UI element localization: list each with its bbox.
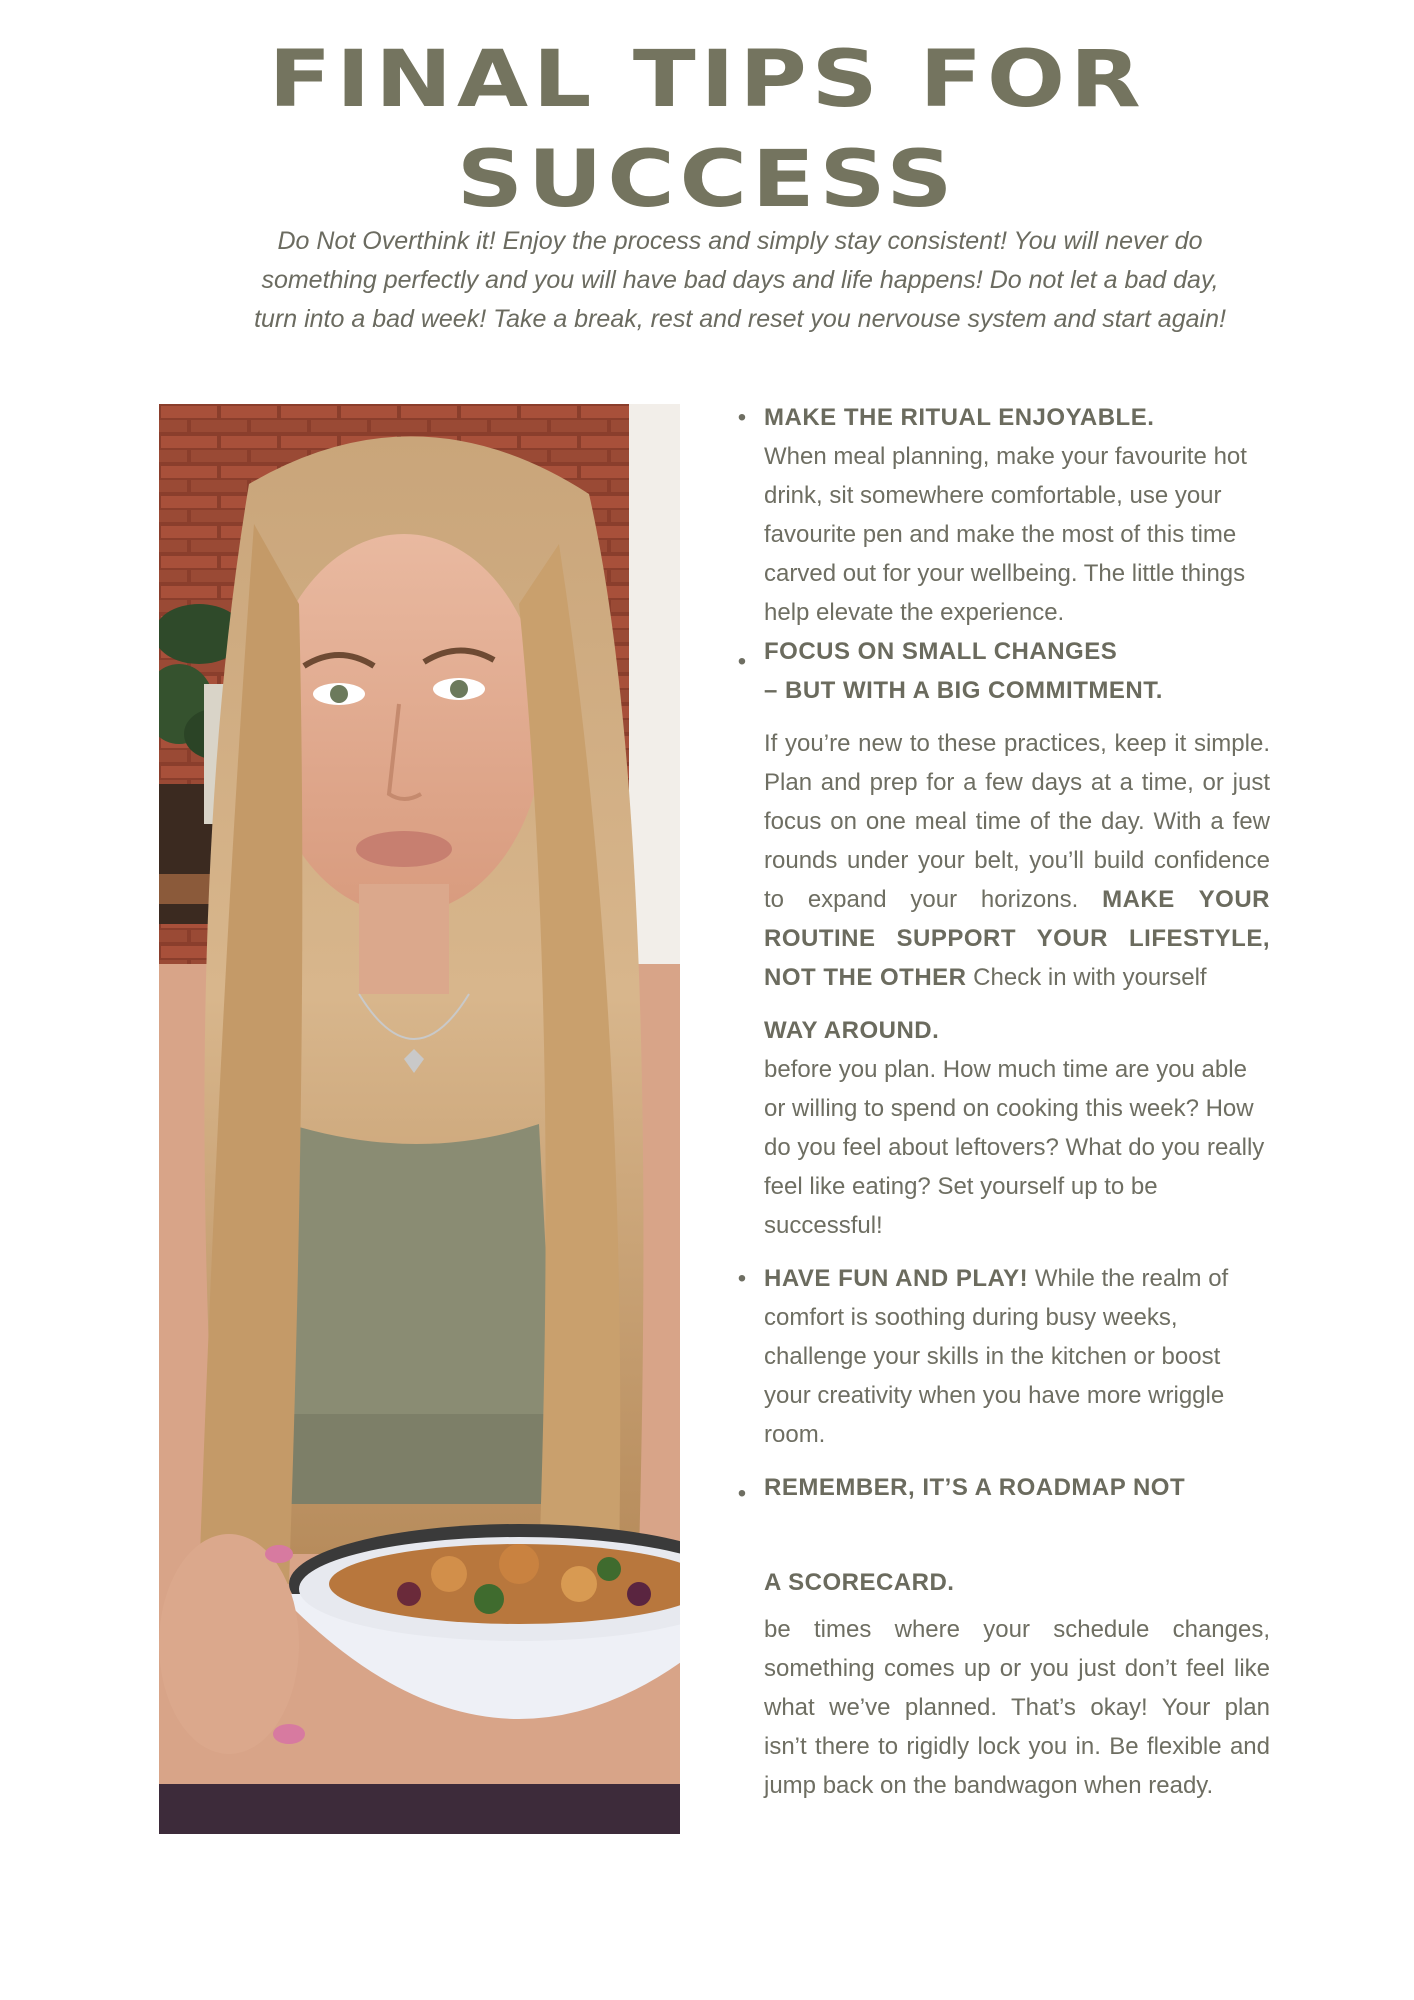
- tip-body: [764, 1259, 1270, 1454]
- bullet-icon: •: [737, 1480, 747, 1507]
- tip-heading: REMEMBER, IT’S A ROADMAP NOT: [764, 1474, 1186, 1501]
- tip-heading: HAVE FUN AND PLAY!: [764, 1265, 1029, 1292]
- tip-item: [730, 1259, 1270, 1454]
- bullet-icon: •: [737, 404, 747, 431]
- tip-item: [730, 1011, 1270, 1245]
- inline-tip-heading: MAKE YOUR ROUTINE SUPPORT YOUR LIFESTYLE, NOT THE OTHER: [764, 886, 1270, 991]
- tip-heading: FOCUS ON SMALL CHANGES: [764, 638, 1118, 665]
- title-line-1: FINAL TIPS FOR: [268, 35, 1146, 125]
- bullet-icon: •: [737, 648, 747, 675]
- portrait-photo: [159, 404, 680, 1834]
- intro-paragraph: Do Not Overthink it! Enjoy the process and simply stay consistent! You will never do something perfectly and you will have bad days and life happens! Do not let a bad day, turn into a bad week! Take a break, rest and reset you nervouse system and start again!: [254, 227, 1226, 333]
- tip-body: before you plan. How much time are you able or willing to spend on cooking this week? How do you feel about leftovers? What do you really feel like eating? Set yourself up to be successful!: [764, 1056, 1265, 1239]
- tip-heading-continued: – BUT WITH A BIG COMMITMENT.: [764, 677, 1163, 704]
- tip-body-text: If you’re new to these practices, keep it simple. Plan and prep for a few days at a time, or just focus on one meal time of the day. With a few rounds under your belt, you’ll build confidence to expand your horizons.: [764, 730, 1270, 913]
- title-line-2: SUCCESS: [456, 135, 958, 225]
- page-title: [0, 30, 1414, 230]
- tip-item: [730, 632, 1270, 997]
- tip-heading: WAY AROUND.: [764, 1017, 940, 1044]
- tip-heading: MAKE THE RITUAL ENJOYABLE.: [764, 404, 1155, 431]
- tip-body: When meal planning, make your favourite hot drink, sit somewhere comfortable, use your favourite pen and make the most of this time carved out for your wellbeing. The little things help elevate the experience.: [764, 443, 1247, 626]
- tip-body-text: While the realm of comfort is soothing during busy weeks, challenge your skills in the kitchen or boost your creativity when you have more wriggle room.: [764, 1265, 1229, 1448]
- tip-item: [730, 398, 1270, 632]
- tips-list: [730, 398, 1270, 1805]
- bullet-icon: •: [737, 1265, 747, 1292]
- tip-heading-continued: A SCORECARD.: [764, 1569, 955, 1596]
- tip-item: [730, 1468, 1270, 1805]
- tip-body: be times where your schedule changes, something comes up or you just don’t feel like what we’ve planned. That’s okay! Your plan isn’t there to rigidly lock you in. Be flexible and jump back on the bandwagon when ready.: [764, 1616, 1270, 1799]
- inline-tip-text: Check in with yourself: [973, 964, 1207, 991]
- tip-body: [764, 724, 1270, 997]
